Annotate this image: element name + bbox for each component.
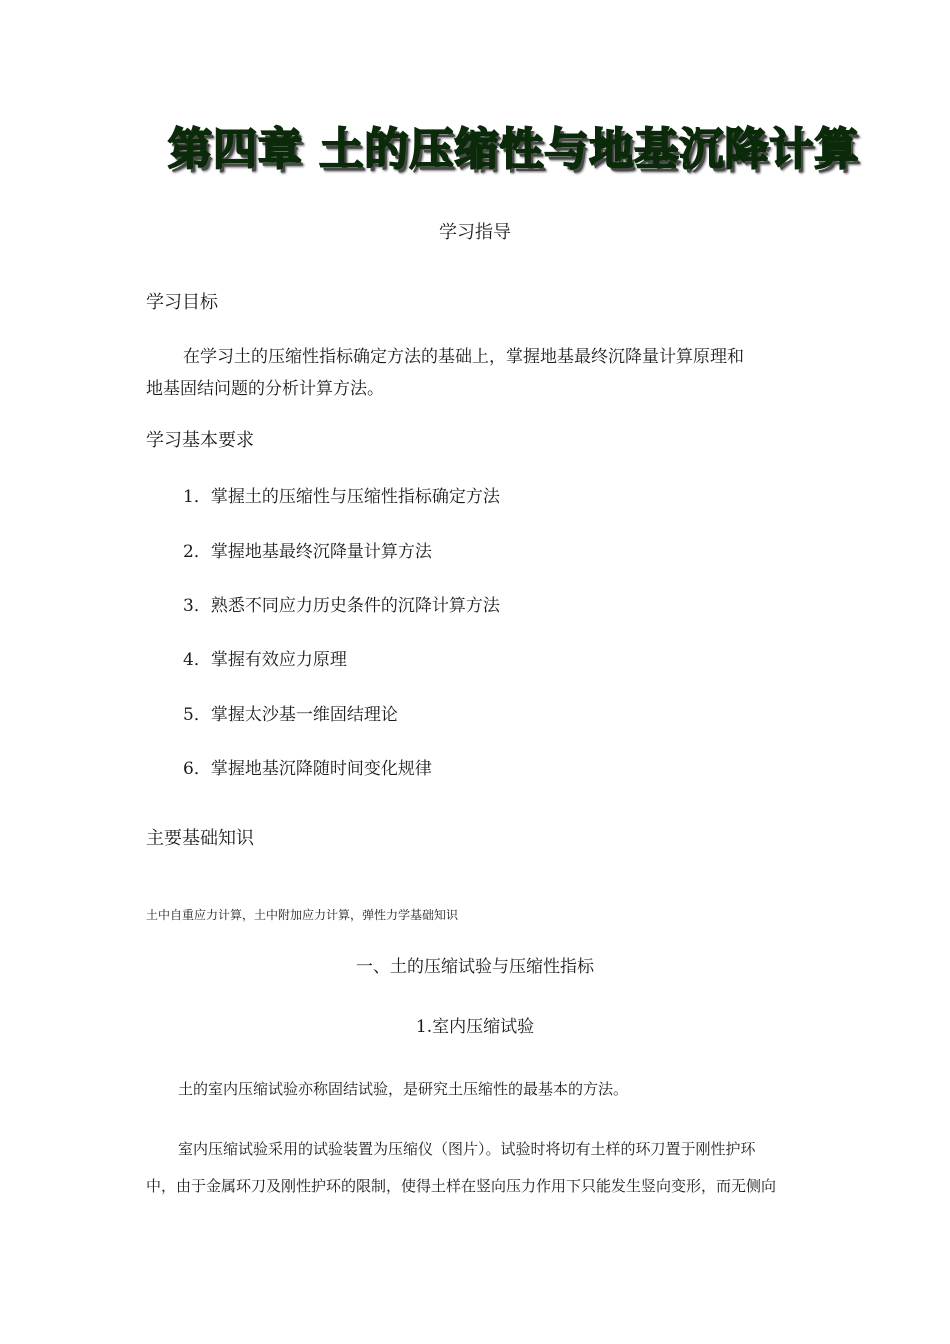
paragraph-line2: 中，由于金属环刀及刚性护环的限制，使得土样在竖向压力作用下只能发生竖向变形，而无侧向 bbox=[146, 1177, 777, 1195]
chapter-title: 第四章 土的压缩性与地基沉降计算 bbox=[168, 124, 860, 175]
paragraph-line1: 室内压缩试验采用的试验装置为压缩仪（图片）。试验时将切有土样的环刀置于刚性护环 bbox=[178, 1140, 756, 1158]
subsection-title: 1.室内压缩试验 bbox=[415, 1017, 535, 1037]
requirements-heading: 学习基本要求 bbox=[146, 430, 254, 451]
requirement-item: 4．掌握有效应力原理 bbox=[183, 650, 347, 670]
requirement-item: 5．掌握太沙基一维固结理论 bbox=[183, 705, 398, 725]
knowledge-text: 土中自重应力计算，土中附加应力计算，弹性力学基础知识 bbox=[146, 908, 459, 922]
guide-title: 学习指导 bbox=[439, 222, 511, 243]
paragraph: 土的室内压缩试验亦称固结试验，是研究土压缩性的最基本的方法。 bbox=[178, 1080, 629, 1098]
objective-heading: 学习目标 bbox=[146, 292, 218, 313]
requirement-item: 3．熟悉不同应力历史条件的沉降计算方法 bbox=[183, 596, 500, 616]
objective-text-line1: 在学习土的压缩性指标确定方法的基础上，掌握地基最终沉降量计算原理和 bbox=[183, 347, 744, 367]
requirement-item: 2．掌握地基最终沉降量计算方法 bbox=[183, 542, 432, 562]
section-title: 一、土的压缩试验与压缩性指标 bbox=[356, 957, 594, 977]
requirement-item: 1．掌握土的压缩性与压缩性指标确定方法 bbox=[183, 487, 500, 507]
objective-text-line2: 地基固结问题的分析计算方法。 bbox=[146, 379, 384, 399]
knowledge-heading: 主要基础知识 bbox=[146, 828, 254, 849]
requirement-item: 6．掌握地基沉降随时间变化规律 bbox=[183, 759, 432, 779]
